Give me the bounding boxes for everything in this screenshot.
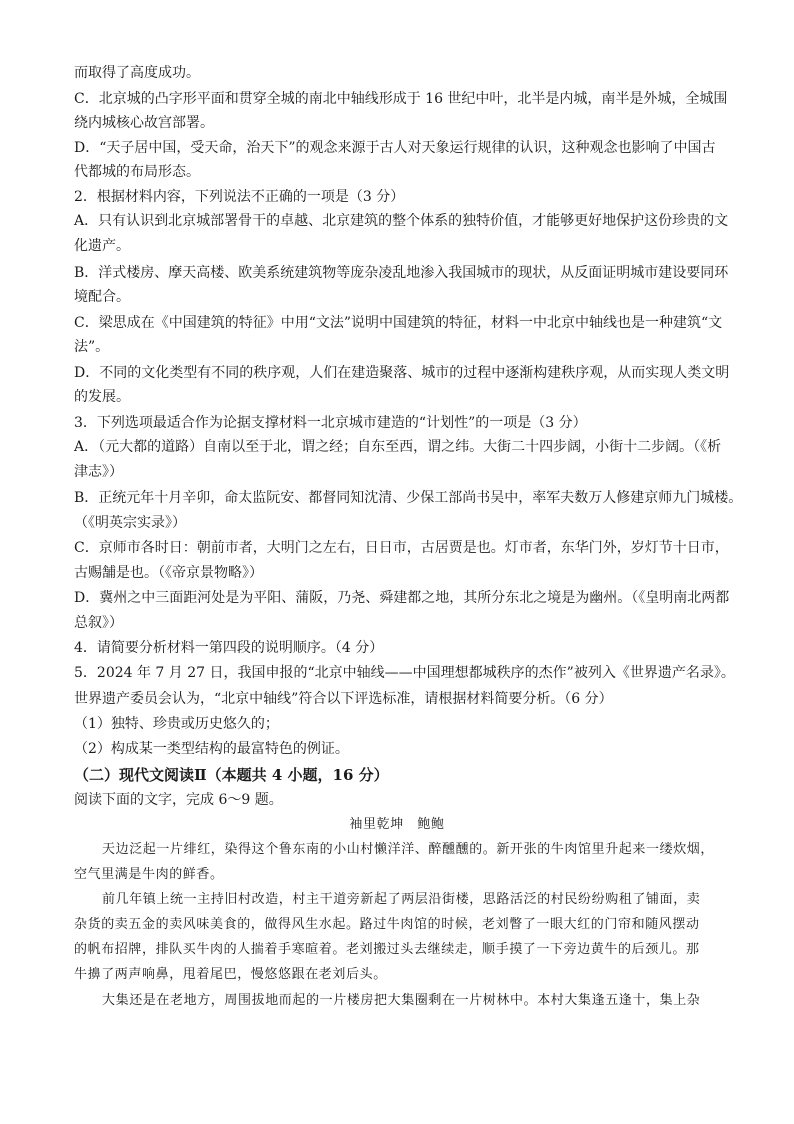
text-line: 绕内城核心故宫部署。 — [74, 115, 214, 131]
text-line: 化遗产。 — [74, 238, 130, 254]
option-b-line: B．洋式楼房、摩天高楼、欧美系统建筑物等庞杂凌乱地渗入我国城市的现状，从反面证明城市建设要同环 — [74, 265, 729, 281]
text-line: 古赐舗是也。（《帝京景物略》） — [74, 565, 263, 581]
story-title: 袖里乾坤 鲍鲍 — [349, 817, 445, 832]
question-3: 3．下列选项最适合作为论据支撑材料一北京城市建造的“计划性”的一项是（3 分） — [74, 415, 587, 431]
section-heading: （二）现代文阅读Ⅱ（本题共 4 小题，16 分） — [74, 766, 389, 784]
criterion-1: （1）独特、珍贵或历史悠久的； — [74, 716, 279, 732]
question-2: 2．根据材料内容，下列说法不正确的一项是（3 分） — [74, 189, 405, 205]
text-line: 世界遗产委员会认为，“北京中轴线”符合以下评选标准，请根据材料简要分析。（6 分） — [74, 691, 613, 707]
question-5: 5．2024 年 7 月 27 日，我国申报的“北京中轴线——中国理想都城秩序的杰作”被列入《世界遗产名录》。 — [74, 665, 735, 681]
story-paragraph-line: 空气里满是牛肉的鲜香。 — [74, 867, 224, 882]
option-a-line: A．只有认识到北京城部署骨干的卓越、北京建筑的整个体系的独特价值，才能够更好地保护这份珍贵的文 — [74, 213, 729, 229]
story-paragraph-line: 大集还是在老地方，周围拔地而起的一片楼房把大集圈剩在一片树林中。本村大集逢五逢十，集上杂 — [102, 993, 701, 1008]
story-paragraph-line: 前几年镇上统一主持旧村改造，村主干道旁新起了两层沿街楼，思路活泛的村民纷纷购租了铺面，卖 — [102, 892, 701, 907]
story-paragraph-line: 天边泛起一片绯红，染得这个鲁东南的小山村懒洋洋、醉醺醺的。新开张的牛肉馆里升起来一缕炊烟， — [102, 842, 715, 857]
option-d-line: D．“天子居中国，受天命，治天下”的观念来源于古人对天象运行规律的认识，这种观念也影响了中国古 — [74, 140, 716, 156]
option-c-line: C．北京城的凸字形平面和贯穿全城的南北中轴线形成于 16 世纪中叶，北半是内城，南半是外城，全城围 — [74, 91, 728, 107]
option-c-line: C．梁思成在《中国建筑的特征》中用“文法”说明中国建筑的特征，材料一中北京中轴线也是一种建筑“文 — [74, 315, 723, 331]
story-paragraph-line: 杂货的卖五金的卖风味美食的，做得风生水起。路过牛肉馆的时候，老刘瞥了一眼大红的门帘和随风摆动 — [74, 917, 700, 932]
option-c-line: C．京师市各时日：朝前市者，大明门之左右，日日市，古居贾是也。灯市者，东华门外，岁灯节十日市， — [74, 540, 729, 556]
reading-instruction: 阅读下面的文字，完成 6～9 题。 — [74, 792, 283, 808]
option-a-line: A．（元大都的道路）自南以至于北，谓之经；自东至西，谓之纬。大街二十四步阔，小街十二步阔。（《析 — [74, 439, 722, 455]
option-d-line: D．冀州之中三面距河处是为平阳、蒲阪，乃尧、舜建都之地，其所分东北之境是为幽州。（《皇明南北两都 — [74, 590, 730, 606]
text-line: 而取得了高度成功。 — [74, 65, 200, 81]
option-b-line: B．正统元年十月辛卯，命太监阮安、都督同知沈清、少保工部尚书吴中，率军夫数万人修建京师九门城楼。 — [74, 490, 743, 506]
story-paragraph-line: 牛擤了两声响鼻，甩着尾巴，慢悠悠跟在老刘后头。 — [74, 967, 387, 982]
text-line: 法”。 — [74, 339, 110, 355]
text-line: 境配合。 — [74, 289, 130, 305]
text-line: 的发展。 — [74, 389, 130, 405]
text-line: 津志》） — [74, 464, 123, 480]
criterion-2: （2）构成某一类型结构的最富特色的例证。 — [74, 741, 349, 757]
text-line: 总叙》） — [74, 615, 123, 631]
question-4: 4．请简要分析材料一第四段的说明顺序。（4 分） — [74, 640, 384, 656]
text-line: （《明英宗实录》） — [74, 515, 186, 531]
text-line: 代都城的布局形态。 — [74, 164, 200, 180]
story-paragraph-line: 的帆布招牌，排队买牛肉的人揣着手寒暄着。老刘搬过头去继续走，顺手摸了一下旁边黄牛的后颈儿。那 — [74, 942, 700, 957]
option-d-line: D．不同的文化类型有不同的秩序观，人们在建造聚落、城市的过程中逐渐构建秩序观，从而实现人类文明 — [74, 365, 730, 381]
